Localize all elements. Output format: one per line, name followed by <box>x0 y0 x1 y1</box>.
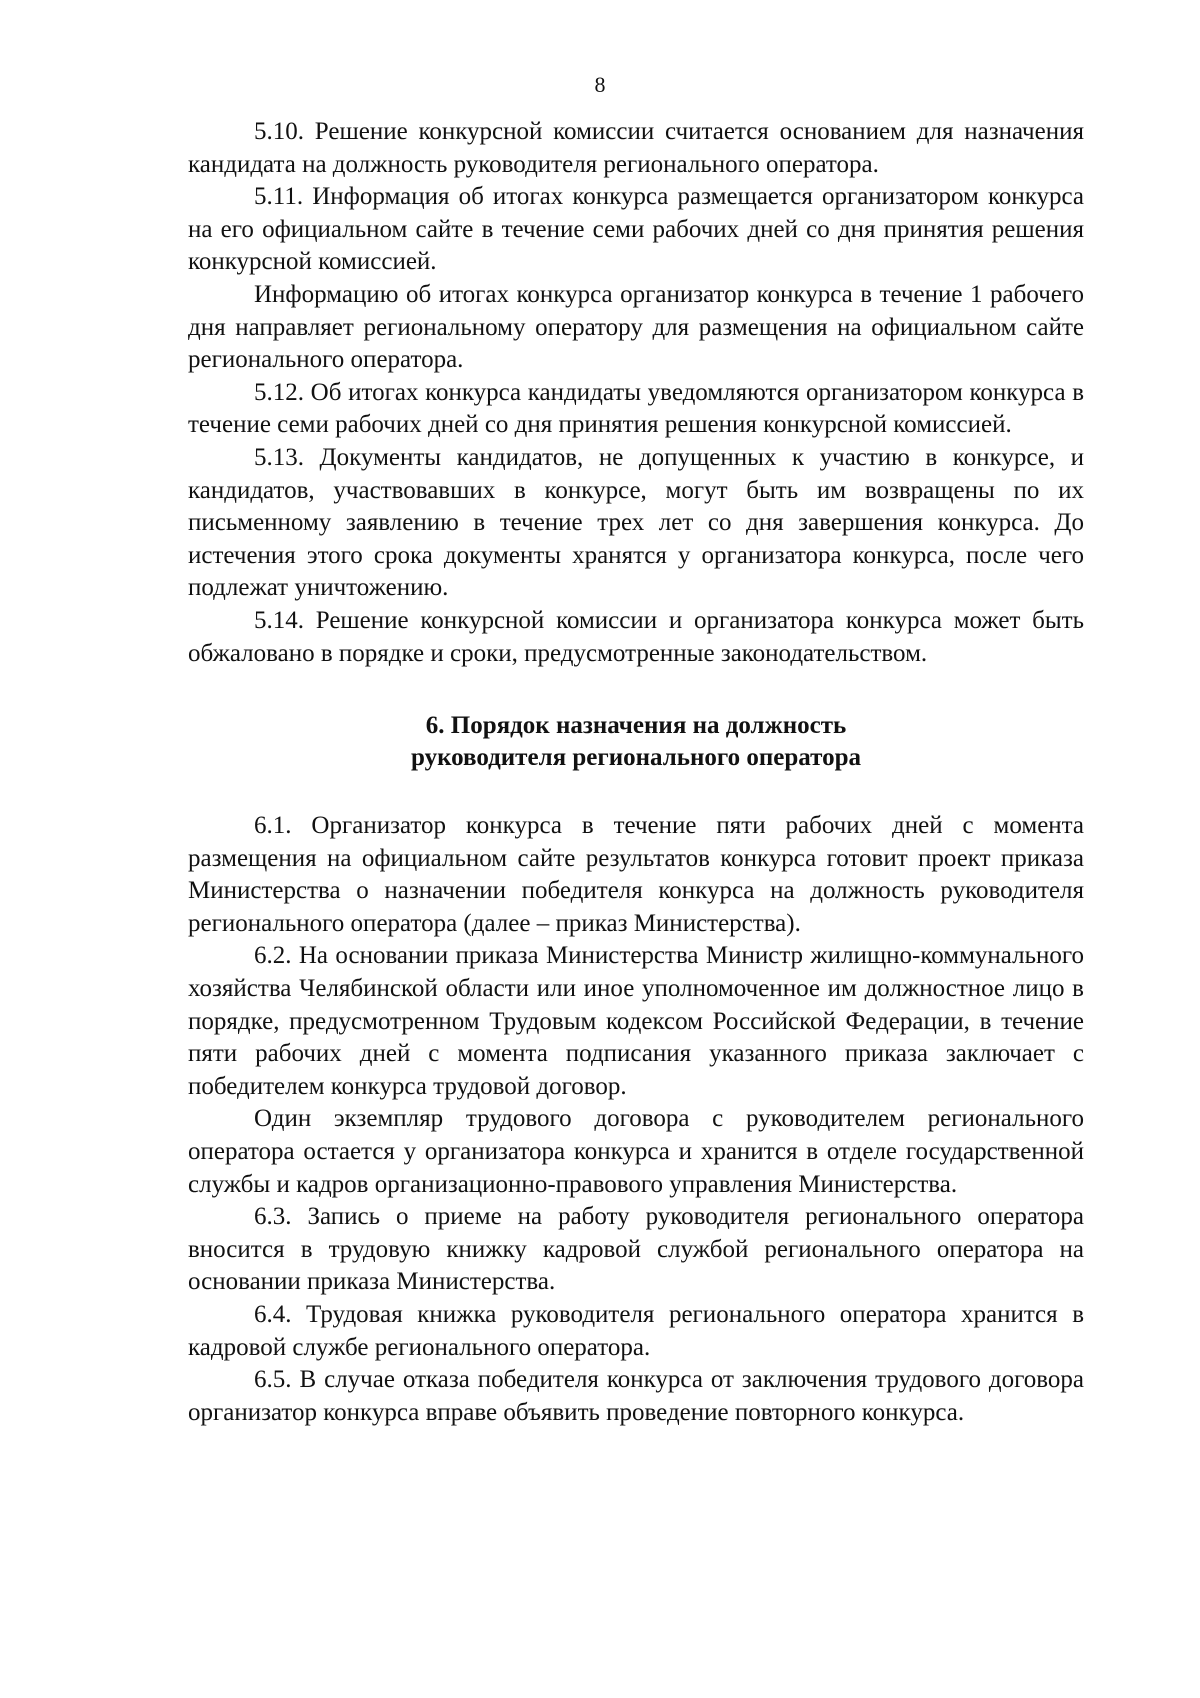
paragraph-6-1: 6.1. Организатор конкурса в течение пяти рабочих дней с момента размещения на официальном сайте результатов конкурса готовит проект приказа Министерства о назначении победителя конкурса на должность руководителя регионального оператора (далее – приказ Министерства). <box>188 812 1084 937</box>
paragraph-5-13: 5.13. Документы кандидатов, не допущенных к участию в конкурсе, и кандидатов, участвовавших в конкурсе, могут быть им возвращены по их письменному заявлению в течение трех лет со дня завершения конкурса. До истечения этого срока документы хранятся у организатора конкурса, после чего подлежат уничтожению. <box>188 443 1084 602</box>
paragraph-6-5: 6.5. В случае отказа победителя конкурса от заключения трудового договора организатор конкурса вправе объявить проведение повторного конкурса. <box>188 1366 1084 1426</box>
paragraph-5-11-info: Информацию об итогах конкурса организатор конкурса в течение 1 рабочего дня направляет региональному оператору для размещения на официальном сайте регионального оператора. <box>188 280 1084 374</box>
paragraph-6-2-copy: Один экземпляр трудового договора с руководителем регионального оператора остается у организатора конкурса и хранится в отделе государственной службы и кадров организационно-правового управления Министерства. <box>188 1105 1084 1198</box>
page-number: 8 <box>594 72 606 97</box>
paragraph-5-14: 5.14. Решение конкурсной комиссии и организатора конкурса может быть обжаловано в порядке и сроки, предусмотренные законодательством. <box>188 606 1084 667</box>
paragraph-6-4: 6.4. Трудовая книжка руководителя регионального оператора хранится в кадровой службе регионального оператора. <box>188 1301 1084 1361</box>
paragraph-5-11: 5.11. Информация об итогах конкурса размещается организатором конкурса на его официальном сайте в течение семи рабочих дней со дня принятия решения конкурсной комиссией. <box>188 183 1084 276</box>
paragraph-5-10: 5.10. Решение конкурсной комиссии считается основанием для назначения кандидата на должность руководителя регионального оператора. <box>188 118 1084 178</box>
paragraph-6-2: 6.2. На основании приказа Министерства Министр жилищно-коммунального хозяйства Челябинской области или иное уполномоченное им должностное лицо в порядке, предусмотренном Трудовым кодексом Российской Федерации, в течение пяти рабочих дней с момента подписания указанного приказа заключает с победителем конкурса трудовой договор. <box>188 942 1084 1100</box>
paragraph-5-12: 5.12. Об итогах конкурса кандидаты уведомляются организатором конкурса в течение семи рабочих дней со дня принятия решения конкурсной комиссией. <box>188 378 1084 439</box>
section-heading-line-2: руководителя регионального оператора <box>411 744 861 772</box>
section-heading <box>188 710 1084 774</box>
section-heading-line-1: 6. Порядок назначения на должность <box>425 712 847 740</box>
paragraph-6-3: 6.3. Запись о приеме на работу руководителя регионального оператора вносится в трудовую книжку кадровой службой регионального оператора на основании приказа Министерства. <box>188 1203 1084 1296</box>
document-body <box>188 116 1084 1429</box>
